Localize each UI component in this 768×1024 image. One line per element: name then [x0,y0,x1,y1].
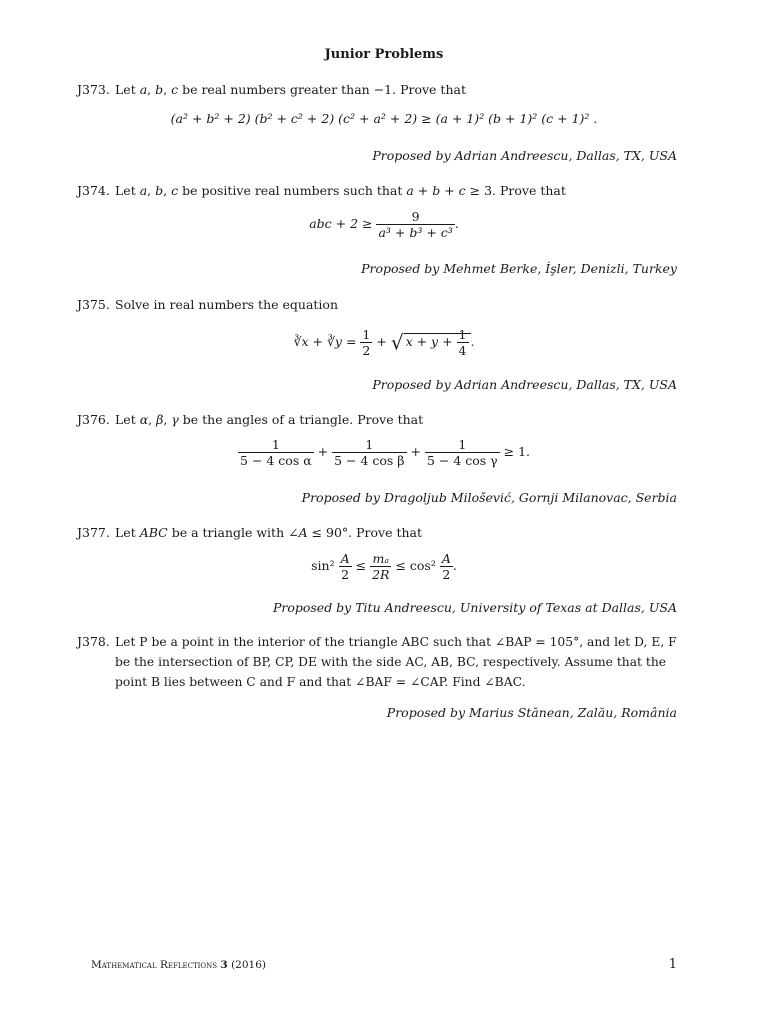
text-segment: be a triangle with ∠ [167,525,299,540]
text-segment: , [148,412,157,427]
variable: a [139,82,148,97]
problem-number: J373. [77,82,110,97]
variable: A [298,525,308,540]
problem-j378 [77,632,677,692]
numerator: 9 [411,209,420,224]
fraction [339,551,352,582]
text-segment: Let [115,412,140,427]
footer-journal [91,959,266,971]
radical-sign-icon: √ [390,330,404,355]
le-sign: ≤ [395,558,406,573]
denominator: 2R [372,567,390,582]
journal-name: Mathematical Reflections [91,959,218,971]
variable: b [155,82,164,97]
problem-j376 [77,410,677,430]
variable: γ [171,412,179,427]
issue-number: 3 [220,959,228,971]
text-segment: be positive real numbers such that [178,183,407,198]
formula-lhs: ∛x + ∛y = [293,334,357,349]
author-j376: Proposed by Dragoljub Milošević, Gornji Milanovac, Serbia [301,490,677,505]
le-sign: ≤ [355,558,367,573]
numerator: 1 [362,327,371,342]
denominator: 5 − 4 cos α [240,453,312,468]
problem-number: J377. [77,525,110,540]
numerator: 1 [458,327,467,342]
variable: b [155,183,164,198]
fraction [376,209,454,240]
denominator: a³ + b³ + c³ [378,225,453,240]
formula-j374 [0,209,768,240]
variable: α [139,412,149,427]
text-segment: Let [115,525,140,540]
problem-statement [115,80,677,100]
sin-function: sin² [311,558,335,573]
problem-j375 [77,295,677,315]
formula-j376: $\frac{1}{\text{5 − 4 cos α}}$ + $\frac{1}{\text{5 − 4 cos β}}$ + $\frac{1}{\text{5 − 4 cos γ}}$ ≥ 1. [240,437,530,468]
problem-number: J374. [77,183,110,198]
text-segment: , [147,82,156,97]
formula-lhs: abc + 2 ≥ [309,216,373,231]
problem-statement: Solve in real numbers the equation [115,297,338,312]
page-title: Junior Problems [324,47,444,62]
formula-j373: (a² + b² + 2) (b² + c² + 2) (c² + a² + 2) ≥ (a + 1)² (b + 1)² (c + 1)² . [170,111,598,126]
radicand [404,327,471,358]
numerator: 1 [271,437,280,452]
variable: β [156,412,164,427]
problem-number: J376. [77,412,110,427]
variable: a [139,183,148,198]
problem-statement [115,410,677,430]
numerator: A [340,551,350,566]
author-j373: Proposed by Adrian Andreescu, Dallas, TX, USA [372,148,677,163]
problem-j373 [77,80,677,100]
problem-number: J378. [77,634,110,649]
author-j377: Proposed by Titu Andreescu, University of Texas at Dallas, USA [272,600,677,615]
problem-number: J375. [77,297,110,312]
plus-sign: + [376,334,387,349]
text-segment: , [163,82,172,97]
problem-statement [115,523,677,543]
author-j374: Proposed by Mehmet Berke, İşler, Denizli, Turkey [361,261,677,276]
fraction [360,327,372,358]
author-j378: Proposed by Marius Stănean, Zalău, România [386,705,677,720]
radicand-text: x + y + [405,334,453,349]
variable: ABC [139,525,168,540]
author-j375: Proposed by Adrian Andreescu, Dallas, TX, USA [372,377,677,392]
numerator: 1 [458,437,467,452]
numerator: 1 [365,437,374,452]
text-segment: be real numbers greater than −1. Prove that [178,82,466,97]
denominator: 2 [440,566,453,582]
problem-statement: Let P be a point in the interior of the triangle ABC such that ∠BAP = 105°, and let D, E, F be the intersection of BP, CP, DE with the side AC, AB, BC, respectively. Assume that the point B lies between C and F and that ∠BAF = ∠CAP. Find ∠BAC. [115,635,677,689]
fraction [370,551,391,582]
formula-j377 [0,551,768,582]
fraction [440,551,453,582]
denominator: 2 [362,343,371,358]
text-segment: Let [115,82,140,97]
formula-j375 [0,327,768,358]
denominator: 4 [458,343,467,358]
fraction [425,437,500,468]
fraction [457,327,469,358]
text-segment: ≥ 3. Prove that [465,183,566,198]
denominator: 2 [339,566,352,582]
cos-function: cos² [409,558,436,573]
problem-statement [115,181,677,201]
variable: b [432,183,441,198]
text-segment: be the angles of a triangle. Prove that [178,412,424,427]
variable: a [406,183,414,198]
page-number: 1 [668,957,677,972]
issue-year: (2016) [231,959,266,971]
text-segment: , [147,183,156,198]
problem-j377 [77,523,677,543]
text-segment: + [440,183,459,198]
variable: c [458,183,466,198]
variable: c [171,82,179,97]
fraction [238,437,314,468]
text-segment: Let [115,183,140,198]
numerator: A [441,551,451,566]
text-segment: , [163,412,172,427]
denominator: 5 − 4 cos β [334,453,405,468]
text-segment: + [413,183,433,198]
formula-end: . [452,558,457,573]
text-segment: ≤ 90°. Prove that [307,525,423,540]
numerator: mₐ [372,551,390,566]
formula-end: . [470,334,475,349]
fraction [332,437,406,468]
problem-j374 [77,181,677,201]
denominator: 5 − 4 cos γ [426,453,498,468]
formula-end: . [454,216,459,231]
formula-end: ≥ 1. [503,444,530,459]
variable: c [171,183,179,198]
text-segment: , [163,183,172,198]
